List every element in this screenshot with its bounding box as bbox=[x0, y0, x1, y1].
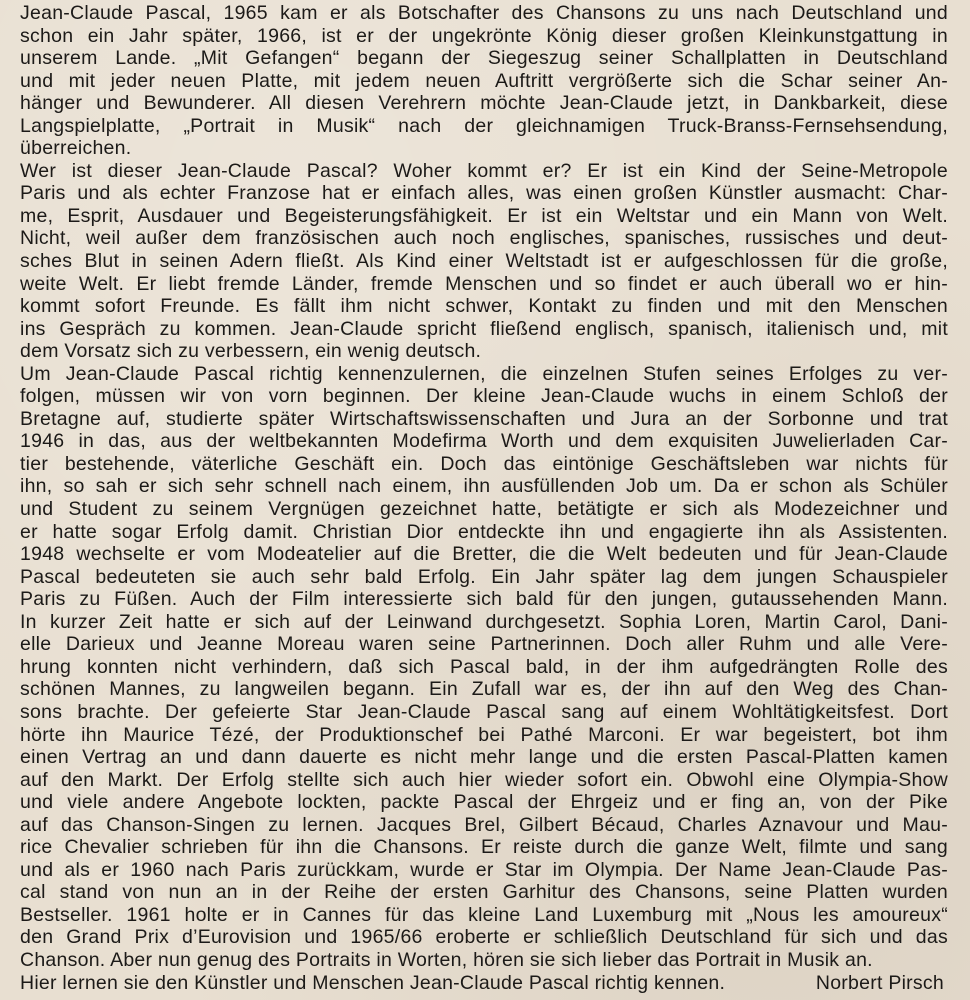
text-line: schönen Mannes, zu langweilen begann. Ein Zufall war es, der ihn auf den Weg des Chan- bbox=[20, 678, 948, 701]
text-line: tier bestehende, väterliche Geschäft ein. Doch das eintönige Geschäftsleben war nichts für bbox=[20, 452, 948, 475]
text-line: hrung konnten nicht verhindern, daß sich Pascal bald, in der ihm aufgedrängten Rolle des bbox=[20, 655, 948, 678]
text-line: 1948 wechselte er vom Modeatelier auf die Bretter, die die Welt bedeuten und für Jean-Claude bbox=[20, 543, 948, 566]
text-line: Paris zu Füßen. Auch der Film interessierte sich bald für den jungen, gutaussehenden Mann. bbox=[20, 588, 948, 611]
text-line: Jean-Claude Pascal, 1965 kam er als Botschafter des Chansons zu uns nach Deutschland und bbox=[20, 2, 948, 24]
text-line: 1946 in das, aus der weltbekannten Modefirma Worth und dem exquisiten Juwelierladen Car- bbox=[20, 430, 948, 453]
text-line: rice Chevalier schrieben für ihn die Chansons. Er reiste durch die ganze Welt, filmte und sang bbox=[20, 836, 948, 859]
text-line: und mit jeder neuen Platte, mit jedem neuen Auftritt vergrößerte sich die Schar seiner An- bbox=[20, 69, 948, 92]
text-line: Wer ist dieser Jean-Claude Pascal? Woher kommt er? Er ist ein Kind der Seine-Metropole bbox=[20, 159, 948, 182]
text-line: kommt sofort Freunde. Es fällt ihm nicht schwer, Kontakt zu finden und mit den Menschen bbox=[20, 295, 948, 318]
text-line: me, Esprit, Ausdauer und Begeisterungsfähigkeit. Er ist ein Weltstar und ein Mann von Welt. bbox=[20, 204, 948, 227]
paragraph-2 bbox=[20, 160, 948, 363]
text-line: cal stand von nun an in der Reihe der ersten Garhitur des Chansons, seine Platten wurden bbox=[20, 881, 948, 904]
text-line: folgen, müssen wir von vorn beginnen. Der kleine Jean-Claude wuchs in einem Schloß der bbox=[20, 385, 948, 408]
text-line: auf den Markt. Der Erfolg stellte sich auch hier wieder sofort ein. Obwohl eine Olympia-Show bbox=[20, 768, 948, 791]
author-signature: Norbert Pirsch bbox=[815, 971, 944, 994]
text-line: hörte ihn Maurice Tézé, der Produktionschef bei Pathé Marconi. Er war begeistert, bot ihm bbox=[20, 723, 948, 746]
text-line: weite Welt. Er liebt fremde Länder, fremde Menschen und so findet er auch überall wo er hin- bbox=[20, 272, 948, 295]
text-line: ihn, so sah er sich sehr schnell nach einem, ihn ausfüllenden Job um. Da er schon als Schüler bbox=[20, 475, 948, 498]
text-line: Paris und als echter Franzose hat er einfach alles, was einen großen Künstler ausmacht: Char- bbox=[20, 182, 948, 205]
text-line: unserem Lande. „Mit Gefangen“ begann der Siegeszug seiner Schallplatten in Deutschland bbox=[20, 47, 948, 70]
text-line: den Grand Prix d’Eurovision und 1965/66 eroberte er schließlich Deutschland für sich und das bbox=[20, 926, 948, 949]
paragraph-1 bbox=[20, 2, 948, 160]
closing-line: Hier lernen sie den Künstler und Menschen Jean-Claude Pascal richtig kennen. bbox=[20, 971, 726, 994]
text-line: einen Vertrag an und dann dauerte es nicht mehr lange und die ersten Pascal-Platten kamen bbox=[20, 746, 948, 769]
text-line: Pascal bedeuteten sie auch sehr bald Erfolg. Ein Jahr später lag dem jungen Schauspieler bbox=[20, 565, 948, 588]
text-line: sons brachte. Der gefeierte Star Jean-Claude Pascal sang auf einem Wohltätigkeitsfest. Dort bbox=[20, 700, 948, 723]
text-line: und als er 1960 nach Paris zurückkam, wurde er Star im Olympia. Der Name Jean-Claude Pas- bbox=[20, 858, 948, 881]
text-line: Bretagne auf, studierte später Wirtschaftswissenschaften und Jura an der Sorbonne und trat bbox=[20, 407, 948, 430]
text-line: hänger und Bewunderer. All diesen Verehrern möchte Jean-Claude jetzt, in Dankbarkeit, diese bbox=[20, 92, 948, 115]
text-line: ins Gespräch zu kommen. Jean-Claude spricht fließend englisch, spanisch, italienisch und, mit bbox=[20, 317, 948, 340]
text-line: elle Darieux und Jeanne Moreau waren seine Partnerinnen. Doch aller Ruhm und alle Vere- bbox=[20, 633, 948, 656]
text-line: In kurzer Zeit hatte er sich auf der Leinwand durchgesetzt. Sophia Loren, Martin Carol, Dani- bbox=[20, 610, 948, 633]
text-line: und Student zu seinem Vergnügen gezeichnet hatte, betätigte er sich als Modezeichner und bbox=[20, 498, 948, 521]
text-line: Chanson. Aber nun genug des Portraits in Worten, hören sie sich lieber das Portrait in Musik an. bbox=[20, 948, 873, 971]
text-line: schon ein Jahr später, 1966, ist er der ungekrönte König dieser großen Kleinkunstgattung in bbox=[20, 24, 948, 47]
text-line: auf das Chanson-Singen zu lernen. Jacques Brel, Gilbert Bécaud, Charles Aznavour und Mau- bbox=[20, 813, 948, 836]
paragraph-3 bbox=[20, 363, 948, 972]
closing-line-with-signature bbox=[20, 972, 948, 995]
text-line: Nicht, weil außer dem französischen auch noch englisches, spanisches, russisches und deut- bbox=[20, 227, 948, 250]
text-line: dem Vorsatz sich zu verbessern, ein wenig deutsch. bbox=[20, 340, 482, 363]
text-line: er hatte sogar Erfolg damit. Christian Dior entdeckte ihn und engagierte ihn als Assistenten. bbox=[20, 520, 948, 543]
text-line: sches Blut in seinen Adern fließt. Als Kind einer Weltstadt ist er aufgeschlossen für die große, bbox=[20, 250, 948, 273]
text-line: Um Jean-Claude Pascal richtig kennenzulernen, die einzelnen Stufen seines Erfolges zu ver- bbox=[20, 362, 948, 385]
text-line: und viele andere Angebote lockten, packte Pascal der Ehrgeiz und er fing an, von der Pike bbox=[20, 791, 948, 814]
text-line: überreichen. bbox=[20, 137, 132, 160]
text-line: Bestseller. 1961 holte er in Cannes für das kleine Land Luxemburg mit „Nous les amoureux“ bbox=[20, 903, 948, 926]
paragraphs bbox=[20, 2, 948, 972]
article-body bbox=[20, 2, 948, 994]
text-line: Langspielplatte, „Portrait in Musik“ nach der gleichnamigen Truck-Branss-Fernsehsendung, bbox=[20, 114, 948, 137]
